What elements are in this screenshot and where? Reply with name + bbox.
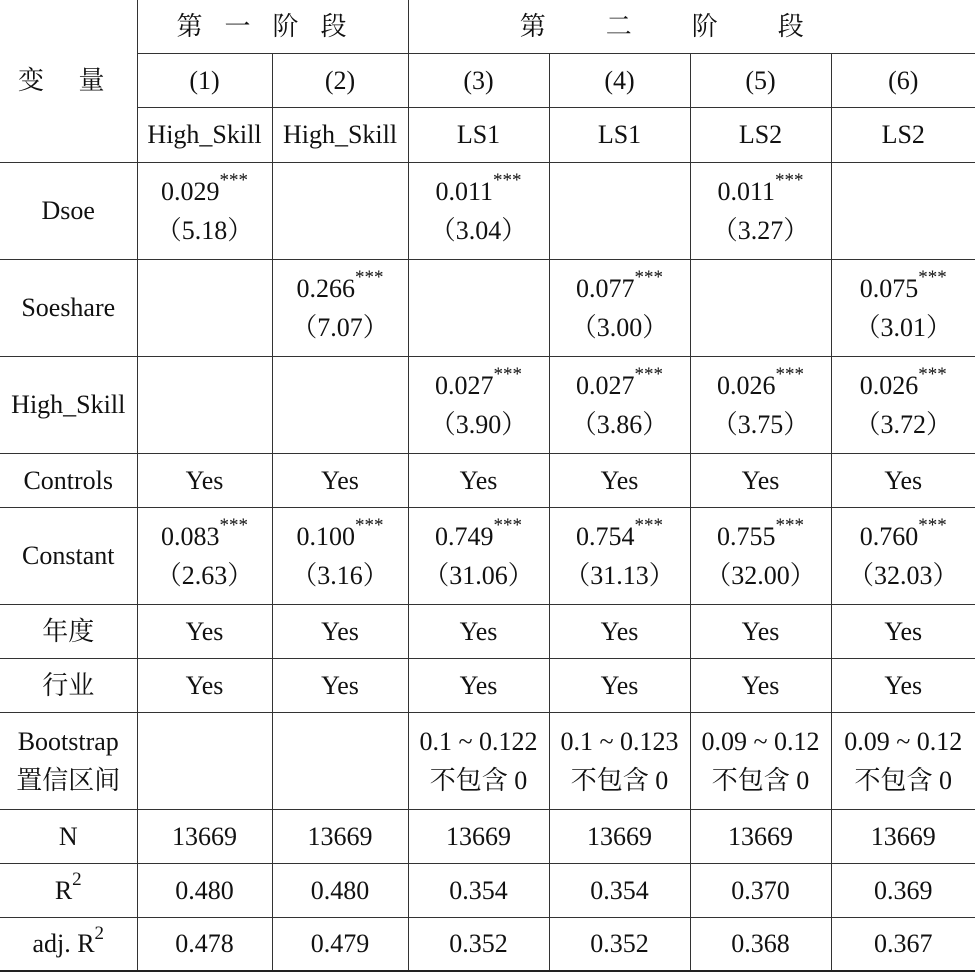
row-label: $R^2$ bbox=[0, 863, 137, 917]
t-stat: （3.04） bbox=[429, 215, 528, 245]
value-cell: Yes bbox=[272, 453, 408, 507]
empty-cell bbox=[549, 162, 690, 259]
significance-stars: *** bbox=[493, 363, 523, 385]
empty-cell bbox=[137, 259, 272, 356]
ci-cell bbox=[690, 712, 831, 809]
row-constant bbox=[0, 507, 975, 604]
row-label: Constant bbox=[0, 507, 137, 604]
dependent-variable: High_Skill bbox=[137, 107, 272, 162]
significance-stars: *** bbox=[219, 169, 248, 191]
coef-cell bbox=[549, 507, 690, 604]
coef-cell bbox=[690, 162, 831, 259]
ci-cell bbox=[408, 712, 549, 809]
value-cell: 0.354 bbox=[549, 863, 690, 917]
t-stat: （3.27） bbox=[711, 215, 810, 245]
value-cell: 0.368 bbox=[690, 917, 831, 971]
ci-note: 不包含 0 bbox=[429, 765, 528, 795]
coef-cell bbox=[137, 507, 272, 604]
coef-cell bbox=[408, 162, 549, 259]
t-stat: （5.18） bbox=[155, 215, 254, 245]
coef-value: 0.083 bbox=[161, 521, 220, 551]
coef-cell bbox=[690, 507, 831, 604]
header-row-stage bbox=[0, 0, 975, 53]
coef-value: 0.029 bbox=[161, 176, 220, 206]
ci-cell bbox=[549, 712, 690, 809]
value-cell: Yes bbox=[408, 658, 549, 712]
row-n bbox=[0, 809, 975, 863]
coef-value: 0.760 bbox=[859, 521, 919, 551]
value-cell: 0.354 bbox=[408, 863, 549, 917]
column-number: (2) bbox=[272, 53, 408, 107]
value-cell: Yes bbox=[272, 604, 408, 658]
significance-stars: *** bbox=[918, 514, 947, 536]
ci-range: 0.09 ~ 0.12 bbox=[844, 726, 963, 756]
row-dsoe bbox=[0, 162, 975, 259]
significance-stars: *** bbox=[634, 266, 664, 288]
coef-cell bbox=[831, 259, 975, 356]
coef-value: 0.266 bbox=[296, 273, 355, 303]
ci-cell bbox=[831, 712, 975, 809]
ci-range: 0.1 ~ 0.122 bbox=[419, 726, 538, 756]
empty-cell bbox=[831, 162, 975, 259]
t-stat: （3.90） bbox=[429, 409, 528, 439]
stage1-header: 第一阶段 bbox=[137, 0, 408, 53]
ci-range: 0.09 ~ 0.12 bbox=[701, 726, 820, 756]
t-stat: （31.13） bbox=[564, 560, 675, 590]
header-row-depvars bbox=[0, 107, 975, 162]
empty-cell bbox=[690, 259, 831, 356]
value-cell: Yes bbox=[408, 453, 549, 507]
t-stat: （3.01） bbox=[854, 312, 953, 342]
row-label: 年度 bbox=[0, 604, 137, 658]
coef-value: 0.077 bbox=[576, 273, 635, 303]
empty-cell bbox=[408, 259, 549, 356]
row-label: Bootstrap 置信区间 bbox=[0, 712, 137, 809]
dependent-variable: LS1 bbox=[408, 107, 549, 162]
significance-stars: *** bbox=[634, 514, 664, 536]
coef-value: 0.027 bbox=[576, 370, 635, 400]
t-stat: （32.03） bbox=[848, 560, 959, 590]
t-stat: （3.86） bbox=[570, 409, 669, 439]
value-cell: Yes bbox=[549, 604, 690, 658]
coef-cell bbox=[137, 162, 272, 259]
significance-stars: *** bbox=[355, 514, 384, 536]
coef-cell bbox=[690, 356, 831, 453]
dependent-variable: High_Skill bbox=[272, 107, 408, 162]
t-stat: （3.16） bbox=[291, 560, 389, 590]
column-number: (1) bbox=[137, 53, 272, 107]
dependent-variable: LS1 bbox=[549, 107, 690, 162]
value-cell: 13669 bbox=[408, 809, 549, 863]
value-cell: 13669 bbox=[137, 809, 272, 863]
empty-cell bbox=[137, 712, 272, 809]
significance-stars: *** bbox=[775, 363, 805, 385]
value-cell: Yes bbox=[831, 453, 975, 507]
coef-value: 0.754 bbox=[576, 521, 635, 551]
column-number: (3) bbox=[408, 53, 549, 107]
stage2-header: 第二阶段 bbox=[408, 0, 975, 53]
row-soeshare bbox=[0, 259, 975, 356]
value-cell: Yes bbox=[272, 658, 408, 712]
empty-cell bbox=[272, 356, 408, 453]
row-high-skill bbox=[0, 356, 975, 453]
coef-cell bbox=[549, 356, 690, 453]
row-label: adj. $R^2$ bbox=[0, 917, 137, 971]
coef-value: 0.075 bbox=[859, 273, 919, 303]
t-stat: （2.63） bbox=[155, 560, 254, 590]
t-stat: （31.06） bbox=[423, 560, 534, 590]
coef-cell bbox=[272, 507, 408, 604]
value-cell: 13669 bbox=[690, 809, 831, 863]
coef-value: 0.749 bbox=[435, 521, 494, 551]
row-year bbox=[0, 604, 975, 658]
coef-cell bbox=[408, 356, 549, 453]
coef-value: 0.026 bbox=[717, 370, 776, 400]
significance-stars: *** bbox=[918, 363, 947, 385]
value-cell: Yes bbox=[690, 658, 831, 712]
value-cell: 0.480 bbox=[272, 863, 408, 917]
empty-cell bbox=[272, 162, 408, 259]
value-cell: 0.369 bbox=[831, 863, 975, 917]
value-cell: 0.367 bbox=[831, 917, 975, 971]
ci-note: 不包含 0 bbox=[570, 765, 669, 795]
t-stat: （3.75） bbox=[711, 409, 810, 439]
value-cell: Yes bbox=[690, 453, 831, 507]
value-cell: 0.479 bbox=[272, 917, 408, 971]
coef-value: 0.755 bbox=[717, 521, 776, 551]
coef-value: 0.026 bbox=[859, 370, 919, 400]
significance-stars: *** bbox=[634, 363, 664, 385]
coef-value: 0.011 bbox=[717, 176, 776, 206]
significance-stars: *** bbox=[219, 514, 248, 536]
row-r2 bbox=[0, 863, 975, 917]
ci-note: 不包含 0 bbox=[854, 765, 953, 795]
significance-stars: *** bbox=[493, 514, 523, 536]
significance-stars: *** bbox=[493, 169, 522, 191]
value-cell: 0.478 bbox=[137, 917, 272, 971]
row-label: High_Skill bbox=[0, 356, 137, 453]
coef-cell bbox=[408, 507, 549, 604]
value-cell: Yes bbox=[549, 453, 690, 507]
value-cell: Yes bbox=[137, 658, 272, 712]
row-bootstrap bbox=[0, 712, 975, 809]
value-cell: 13669 bbox=[272, 809, 408, 863]
value-cell: 0.370 bbox=[690, 863, 831, 917]
row-adj-r2 bbox=[0, 917, 975, 971]
value-cell: 0.352 bbox=[549, 917, 690, 971]
coef-cell bbox=[549, 259, 690, 356]
value-cell: Yes bbox=[549, 658, 690, 712]
value-cell: 0.352 bbox=[408, 917, 549, 971]
empty-cell bbox=[272, 712, 408, 809]
coef-value: 0.027 bbox=[435, 370, 494, 400]
coef-cell bbox=[831, 356, 975, 453]
dependent-variable: LS2 bbox=[831, 107, 975, 162]
row-label: Controls bbox=[0, 453, 137, 507]
value-cell: Yes bbox=[690, 604, 831, 658]
row-label: N bbox=[0, 809, 137, 863]
column-number: (4) bbox=[549, 53, 690, 107]
coef-value: 0.100 bbox=[296, 521, 355, 551]
t-stat: （7.07） bbox=[291, 312, 389, 342]
significance-stars: *** bbox=[355, 266, 384, 288]
coef-cell bbox=[272, 259, 408, 356]
variable-header: 变 量 bbox=[0, 0, 137, 162]
row-industry bbox=[0, 658, 975, 712]
value-cell: Yes bbox=[137, 604, 272, 658]
column-number: (6) bbox=[831, 53, 975, 107]
dependent-variable: LS2 bbox=[690, 107, 831, 162]
t-stat: （3.00） bbox=[570, 312, 669, 342]
header-row-columns bbox=[0, 53, 975, 107]
value-cell: 0.480 bbox=[137, 863, 272, 917]
coef-cell bbox=[831, 507, 975, 604]
empty-cell bbox=[137, 356, 272, 453]
t-stat: （32.00） bbox=[705, 560, 816, 590]
coef-value: 0.011 bbox=[435, 176, 494, 206]
ci-note: 不包含 0 bbox=[711, 765, 810, 795]
value-cell: Yes bbox=[831, 658, 975, 712]
value-cell: 13669 bbox=[831, 809, 975, 863]
column-number: (5) bbox=[690, 53, 831, 107]
row-controls bbox=[0, 453, 975, 507]
value-cell: Yes bbox=[137, 453, 272, 507]
significance-stars: *** bbox=[918, 266, 947, 288]
t-stat: （3.72） bbox=[854, 409, 953, 439]
ci-range: 0.1 ~ 0.123 bbox=[560, 726, 679, 756]
value-cell: 13669 bbox=[549, 809, 690, 863]
row-label: Soeshare bbox=[0, 259, 137, 356]
row-label: 行业 bbox=[0, 658, 137, 712]
significance-stars: *** bbox=[775, 514, 805, 536]
significance-stars: *** bbox=[775, 169, 804, 191]
value-cell: Yes bbox=[831, 604, 975, 658]
row-label: Dsoe bbox=[0, 162, 137, 259]
value-cell: Yes bbox=[408, 604, 549, 658]
